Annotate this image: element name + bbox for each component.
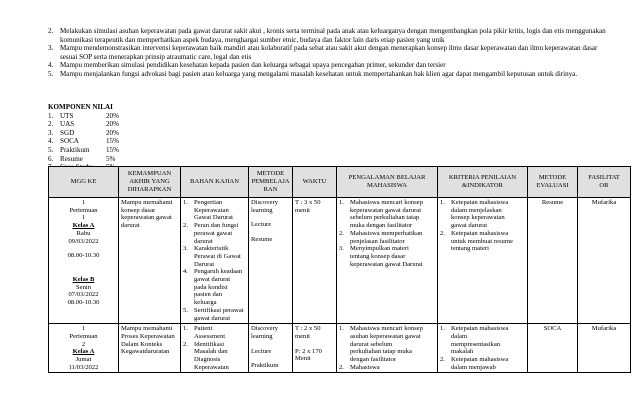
bahan-kajian-line: pasien dan [194,291,223,299]
bahan-kajian-number: 4. [183,268,188,276]
komponen-name: Praktikum [60,145,90,154]
objective-line: sesuai SOP serta menerapkan prinsip atraumatic care, legal dan etis [60,52,252,61]
pengalaman-line: Menyimpulkan materi [350,245,409,253]
table-row [49,198,631,324]
pengalaman-item [339,245,435,268]
column-header [528,167,578,198]
kriteria-text [451,325,525,356]
column-header-line: MAHASISWA [367,182,407,189]
metode-line: Discovery [251,199,279,206]
komponen-percent: 20% [106,111,120,120]
pengalaman-line: darurat sebelum [350,340,393,348]
cell-bahan-kajian [181,198,249,324]
kriteria-line: Ketepatan mahasiswa [451,325,509,333]
kemampuan-line: Proses Keperawatan [121,332,175,340]
kriteria-item [440,356,525,371]
pengalaman-line: penjelasan fasilitator [350,237,405,245]
pengalaman-list [339,199,435,268]
kriteria-line: Ketepatan mahasiswa [451,356,509,364]
kriteria-line: makalah [451,348,474,356]
waktu-line: T : 3 x 50 [295,199,321,206]
cell-waktu [293,324,337,373]
column-header [249,167,293,198]
cell-kriteria [438,324,528,373]
kriteria-line: Ketepatan mahasiswa [451,199,509,206]
pengalaman-line: keperawatan gawat darurat [350,206,422,214]
blank-line [251,214,290,221]
table-body [49,198,631,373]
komponen-number: 6. [48,154,54,163]
blank-line [251,341,290,348]
komponen-percent: 20% [106,120,120,129]
bahan-kajian-number: 1. [183,325,188,333]
pengalaman-item [339,325,435,364]
komponen-item [48,155,136,164]
column-header [337,167,438,198]
blank-line [251,229,290,236]
pengalaman-line: sebelum perkuliahan tatap [350,214,420,222]
pengalaman-text [350,245,435,268]
bahan-kajian-number: 2. [183,222,188,230]
mgg-number: 1 [81,199,86,206]
bahan-kajian-line: Darurat [194,260,215,268]
column-header-line: FASILITAT [588,174,620,181]
kemampuan-line: Mampu memahami [121,325,173,333]
bahan-kajian-text [194,341,246,372]
objective-text [60,61,623,70]
mgg-pertemuan: 2 [81,340,86,348]
objective-item [48,27,623,44]
mgg-pertemuan: 1 [81,214,86,222]
cell-mgg [49,198,119,324]
objective-line: komunikasi terapeutik dan memperhatikan aspek budaya, menghargai sumber etnic, budaya dan faktor lain daris etiap pasien yang unik [60,35,445,44]
kriteria-text [451,199,525,230]
bahan-kajian-number: 2. [183,340,188,348]
blank-line [51,260,116,268]
objective-line: Melakukan simulasi asuhan keperawatan pada gawat darurat sakit akut , kronis serta terminal pada anak atau keluarganya dengan mengembangkan pola pikir kritis, logis dan etis menggunakan [60,27,606,35]
pengalaman-number: 3. [339,245,344,253]
pengalaman-line: keperawatan gawat Darurat [350,260,423,268]
kriteria-line: gawat darurat [451,222,488,230]
kriteria-number: 1. [440,325,445,333]
bahan-kajian-item [183,341,246,372]
kriteria-line: konsep keperawatan [451,214,505,222]
metode-line: Resume [251,236,273,244]
cell-kriteria [438,198,528,324]
objective-number: 3. [48,44,54,53]
bahan-kajian-text [194,245,246,268]
kelas-a-day: Rabu [76,229,91,237]
bahan-kajian-line: keluarga [194,299,217,307]
kriteria-text [451,230,525,253]
kelas-a-day: Jumat [75,356,92,364]
pengalaman-number: 1. [339,325,344,333]
komponen-item [48,137,136,146]
pengalaman-number: 1. [339,199,344,206]
column-header-line: OR [599,182,609,189]
bahan-kajian-text [194,307,246,322]
pengalaman-line: muka dengan fasilitator [350,222,413,230]
bahan-kajian-number: 3. [183,245,188,253]
komponen-number: 5. [48,145,54,154]
blank-line [51,245,116,252]
cell-mgg [49,324,119,373]
komponen-number: 4. [48,137,54,146]
bahan-kajian-list [183,325,246,371]
pengalaman-line: Mahasiswa mencari konsep [350,199,423,206]
column-header-line: AKHIR YANG [129,178,170,185]
waktu-line: menit [295,206,311,214]
komponen-name: Resume [60,154,83,163]
objective-item [48,61,623,70]
komponen-name: UTS [60,111,74,120]
bahan-kajian-line: perawat gawat [194,229,233,237]
bahan-kajian-line: darurat [194,237,213,245]
column-header [49,167,119,198]
objective-item [48,70,623,79]
bahan-kajian-line: Perawat di Gawat [194,252,241,260]
komponen-nilai-list [48,112,136,172]
column-header-line: RAN [263,186,278,193]
column-header-line: EVALUASI [536,182,569,189]
komponen-name: SGD [60,128,75,137]
kriteria-line: mempresentasikan [451,340,501,348]
cell-evaluasi: Resume [528,198,578,324]
bahan-kajian-line: Keperawatan [194,206,229,214]
bahan-kajian-number: 1. [183,199,188,206]
column-header [119,167,181,198]
blank-line [51,268,116,276]
kriteria-line: dalam [451,332,468,340]
column-header-line: DIHARAPKAN [127,186,172,193]
kelas-b-date: 07/03/2022 [68,291,99,299]
pengalaman-line: Mahasiswa mencari konsep [350,325,423,333]
kemampuan-line: Kegawatdaruratan [121,348,170,356]
bahan-kajian-item [183,245,246,268]
kriteria-item [440,230,525,253]
kelas-a-date: 11/03/2022 [68,363,99,371]
objective-item [48,44,623,61]
metode-line: Praktikum [251,362,279,370]
pengalaman-line: Mahasiswa memperhatikan [350,229,423,237]
komponen-number: 3. [48,128,54,137]
metode-line: Discovery [251,325,279,333]
komponen-name: UAS [60,120,75,129]
bahan-kajian-item [183,268,246,307]
komponen-percent: 20% [106,128,120,137]
column-header-line: BAHAN KAJIAN [190,178,239,185]
column-header-line: KRITERIA PENILAIAN [448,174,517,181]
pengalaman-line: tentang konsep dasar [350,252,406,260]
pengalaman-number: 2. [339,363,344,371]
objective-line: Mampu mendemonstrasikan intervensi keperawatan baik mandiri atau kolaboratif pada sebat atau sakit akut dengan menerapkan konsep ilmu dasar keperawatan dan ilmu keperawatan dasar [60,44,598,53]
pengalaman-line: Mahasiswa [350,363,380,371]
cell-metode [249,324,293,373]
objective-number: 2. [48,27,54,35]
bahan-kajian-line: Karakteristik [194,245,229,253]
column-header-line: METODE [256,170,285,177]
bahan-kajian-line: pada kondisi [194,283,228,291]
mgg-number: 1 [81,325,86,333]
bahan-kajian-item [183,222,246,245]
kriteria-line: dalam menjawab [451,363,496,371]
kelas-b-day: Senin [75,283,92,291]
cell-kemampuan [119,198,181,324]
objective-line: Mampu menjalankan fungsi advokasi bagi pasien atau keluarga yang mengalami masalah kesehatan untuk mempertahankan hak klien agar dapat mengambil keputusan untuk dirinya. [60,69,578,78]
komponen-nilai-title: KOMPONEN NILAI [48,103,113,111]
pengalaman-item [339,199,435,230]
bahan-kajian-text [194,268,246,307]
mgg-label: Pertemuan [69,332,98,340]
kriteria-item [440,325,525,356]
objective-text [60,27,623,44]
column-header-line: MGG KE [70,178,97,185]
kemampuan-line: darurat [121,222,140,230]
objective-number: 5. [48,69,54,78]
komponen-number: 1. [48,111,54,120]
kelas-a-time: 08.00-10.30 [67,252,100,260]
column-header-line: PEMBELAJA [251,178,290,185]
column-header-line: METODE [538,174,567,181]
pengalaman-item [339,230,435,245]
rps-table [48,166,631,373]
column-header-line: PENGALAMAN BELAJAR [348,174,426,181]
bahan-kajian-line: Assessment [194,332,226,340]
kriteria-line: untuk membuat resume [451,237,513,245]
cell-bahan-kajian [181,324,249,373]
komponen-percent: 15% [106,137,120,146]
bahan-kajian-list [183,199,246,322]
bahan-kajian-text [194,325,246,340]
kriteria-number: 2. [440,356,445,364]
komponen-number: 2. [48,120,54,129]
komponen-item [48,112,136,121]
kriteria-list [440,199,525,253]
kelas-b-time: 08.00-10.30 [67,299,100,307]
bahan-kajian-line: Pengaruh keadaan [194,268,243,276]
bahan-kajian-line: gawat darurat [194,314,231,322]
metode-line: Lecture [251,347,272,355]
pengalaman-line: asuhan keperawatan gawat [350,332,421,340]
bahan-kajian-line: Gawat Darurat [194,214,233,222]
bahan-kajian-line: Patient [194,325,213,333]
pengalaman-line: dengan fasilitator [350,356,396,364]
cell-fasilitator: Mufarika [578,198,631,324]
bahan-kajian-item [183,325,246,340]
cell-fasilitator: Mufarika [578,324,631,373]
bahan-kajian-line: Sertifikasi perawat [194,306,244,314]
bahan-kajian-line: gawat darurat [194,276,231,284]
cell-pengalaman [337,324,438,373]
kemampuan-line: Mampu memahami [121,199,173,206]
kelas-a-label: Kelas A [72,222,95,230]
bahan-kajian-line: Masalah dan [194,348,228,356]
waktu-line: menit [295,332,311,340]
objective-text [60,44,623,61]
komponen-nilai-section [48,103,136,172]
pengalaman-number: 2. [339,229,344,237]
waktu-line: P: 2 x 170 [295,347,322,355]
column-header [578,167,631,198]
cell-waktu [293,198,337,324]
table-row [49,324,631,373]
komponen-percent: 15% [106,145,120,154]
kriteria-line: Ketepatan mahasiswa [451,229,509,237]
cell-kemampuan [119,324,181,373]
kriteria-item [440,199,525,230]
bahan-kajian-line: Identifikasi [194,340,225,348]
objective-text [60,70,623,79]
kriteria-text [451,356,525,371]
pengalaman-text [350,199,435,230]
kemampuan-line: keperawatan gawat [121,214,172,222]
table-header-row [49,167,631,198]
bahan-kajian-text [194,199,246,222]
kriteria-line: tentang materi [451,245,489,253]
bahan-kajian-line: Peran dan fungsi [194,222,239,230]
kemampuan-line: Dalam Konteks [121,340,163,348]
bahan-kajian-line: Pengertian [194,199,223,206]
bahan-kajian-item [183,199,246,222]
komponen-percent: 5% [106,154,116,163]
metode-line: learning [251,332,273,340]
pengalaman-item [339,364,435,372]
bahan-kajian-text [194,222,246,245]
bahan-kajian-line: Diagnosis [194,356,221,364]
cell-metode [249,198,293,324]
objective-number: 4. [48,61,54,70]
bahan-kajian-item [183,307,246,322]
learning-objectives-list [48,27,623,79]
kemampuan-line: konsep dasar [121,206,156,214]
column-header-line: &INDIKATOR [462,182,503,189]
kelas-b-label: Kelas B [72,275,95,283]
komponen-name: SOCA [60,137,79,146]
pengalaman-text [350,230,435,245]
column-header [293,167,337,198]
column-header [438,167,528,198]
mgg-label: Pertemuan [69,206,98,214]
pengalaman-text [350,364,435,372]
kelas-a-label: Kelas A [72,348,95,356]
column-header [181,167,249,198]
blank-line [251,355,290,362]
kriteria-list [440,325,525,371]
column-header-line: WAKTU [302,178,327,185]
komponen-item [48,146,136,155]
bahan-kajian-line: Keperawatan [194,363,229,371]
metode-line: Lecture [251,221,272,229]
kriteria-number: 2. [440,229,445,237]
kriteria-line: dalam menjelaskan [451,206,502,214]
column-header-line: KEMAMPUAN [127,170,172,177]
waktu-line: T : 2 x 50 [295,325,321,333]
blank-line [295,341,334,348]
pengalaman-text [350,325,435,364]
cell-pengalaman [337,198,438,324]
pengalaman-list [339,325,435,371]
komponen-item [48,129,136,138]
bahan-kajian-number: 5. [183,306,188,314]
komponen-item [48,120,136,129]
cell-evaluasi: SOCA [528,324,578,373]
kelas-a-date: 09/03/2022 [68,237,99,245]
waktu-line: Menit [295,355,311,363]
metode-line: learning [251,206,273,214]
objective-line: Mampu memberikan simulasi pendidikan kesehatan kepada pasien dan keluarga sebagai upaya pencegahan primer, sekunder dan tersier [60,61,446,70]
pengalaman-line: perkuliahan tatap muka [350,348,412,356]
kriteria-number: 1. [440,199,445,206]
